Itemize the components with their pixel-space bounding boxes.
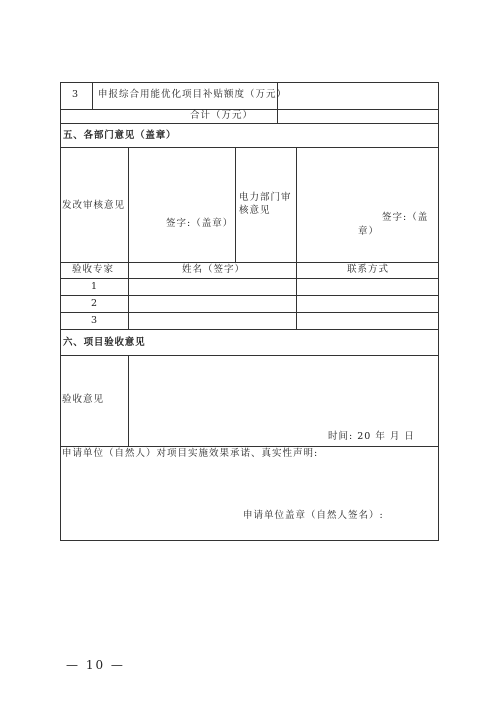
col-divider <box>92 82 93 109</box>
expert-contact-field[interactable] <box>300 298 434 310</box>
name-signature-header: 姓名（签字） <box>182 264 246 275</box>
section5-title: 五、各部门意见（盖章） <box>63 130 177 141</box>
fagai-signature: 签字:（盖章） <box>166 218 234 229</box>
power-review-label: 核意见 <box>239 205 271 216</box>
subsidy-amount-value[interactable] <box>290 89 430 103</box>
divider <box>60 262 439 263</box>
expert-contact-field[interactable] <box>300 281 434 293</box>
subsidy-amount-label: 申报综合用能优化项目补贴额度（万元） <box>98 89 288 100</box>
expert-name-field[interactable] <box>132 298 292 310</box>
col-divider <box>235 147 236 262</box>
expert-row-number: 2 <box>91 298 99 309</box>
divider <box>60 329 439 330</box>
divider <box>60 355 439 356</box>
expert-contact-field[interactable] <box>300 315 434 327</box>
commitment-statement: 申请单位（自然人）对项目实施效果承诺、真实性声明: <box>62 448 319 459</box>
power-signature: 签字:（盖 <box>382 212 429 223</box>
power-signature: 章） <box>358 226 380 237</box>
expert-row-number: 1 <box>91 281 99 292</box>
col-divider <box>296 147 297 329</box>
row-number: 3 <box>72 89 80 100</box>
applicant-seal-label: 申请单位盖章（自然人签名）: <box>243 510 384 521</box>
total-value[interactable] <box>290 110 430 122</box>
total-label: 合计（万元） <box>190 110 254 121</box>
divider <box>60 147 439 148</box>
table-bottom-border <box>60 540 439 541</box>
divider <box>60 312 439 313</box>
expert-name-field[interactable] <box>132 315 292 327</box>
page-number: — 10 — <box>66 658 125 672</box>
divider <box>60 295 439 296</box>
divider <box>60 446 439 447</box>
table-right-border <box>438 82 439 541</box>
power-review-label: 电力部门审 <box>239 192 292 203</box>
table-top-border <box>60 82 439 83</box>
expert-row-number: 3 <box>91 315 99 326</box>
col-divider <box>128 355 129 446</box>
expert-name-field[interactable] <box>132 281 292 293</box>
acceptance-opinion-label: 验收意见 <box>62 394 105 405</box>
acceptance-date: 时间: 20 年 月 日 <box>328 431 415 442</box>
fagai-review-label: 发改审核意见 <box>62 200 126 211</box>
table-left-border <box>60 82 61 541</box>
experts-header: 验收专家 <box>72 264 115 275</box>
divider <box>60 123 439 124</box>
contact-header: 联系方式 <box>347 264 390 275</box>
col-divider <box>128 147 129 329</box>
divider <box>60 278 439 279</box>
section6-title: 六、项目验收意见 <box>63 337 146 348</box>
